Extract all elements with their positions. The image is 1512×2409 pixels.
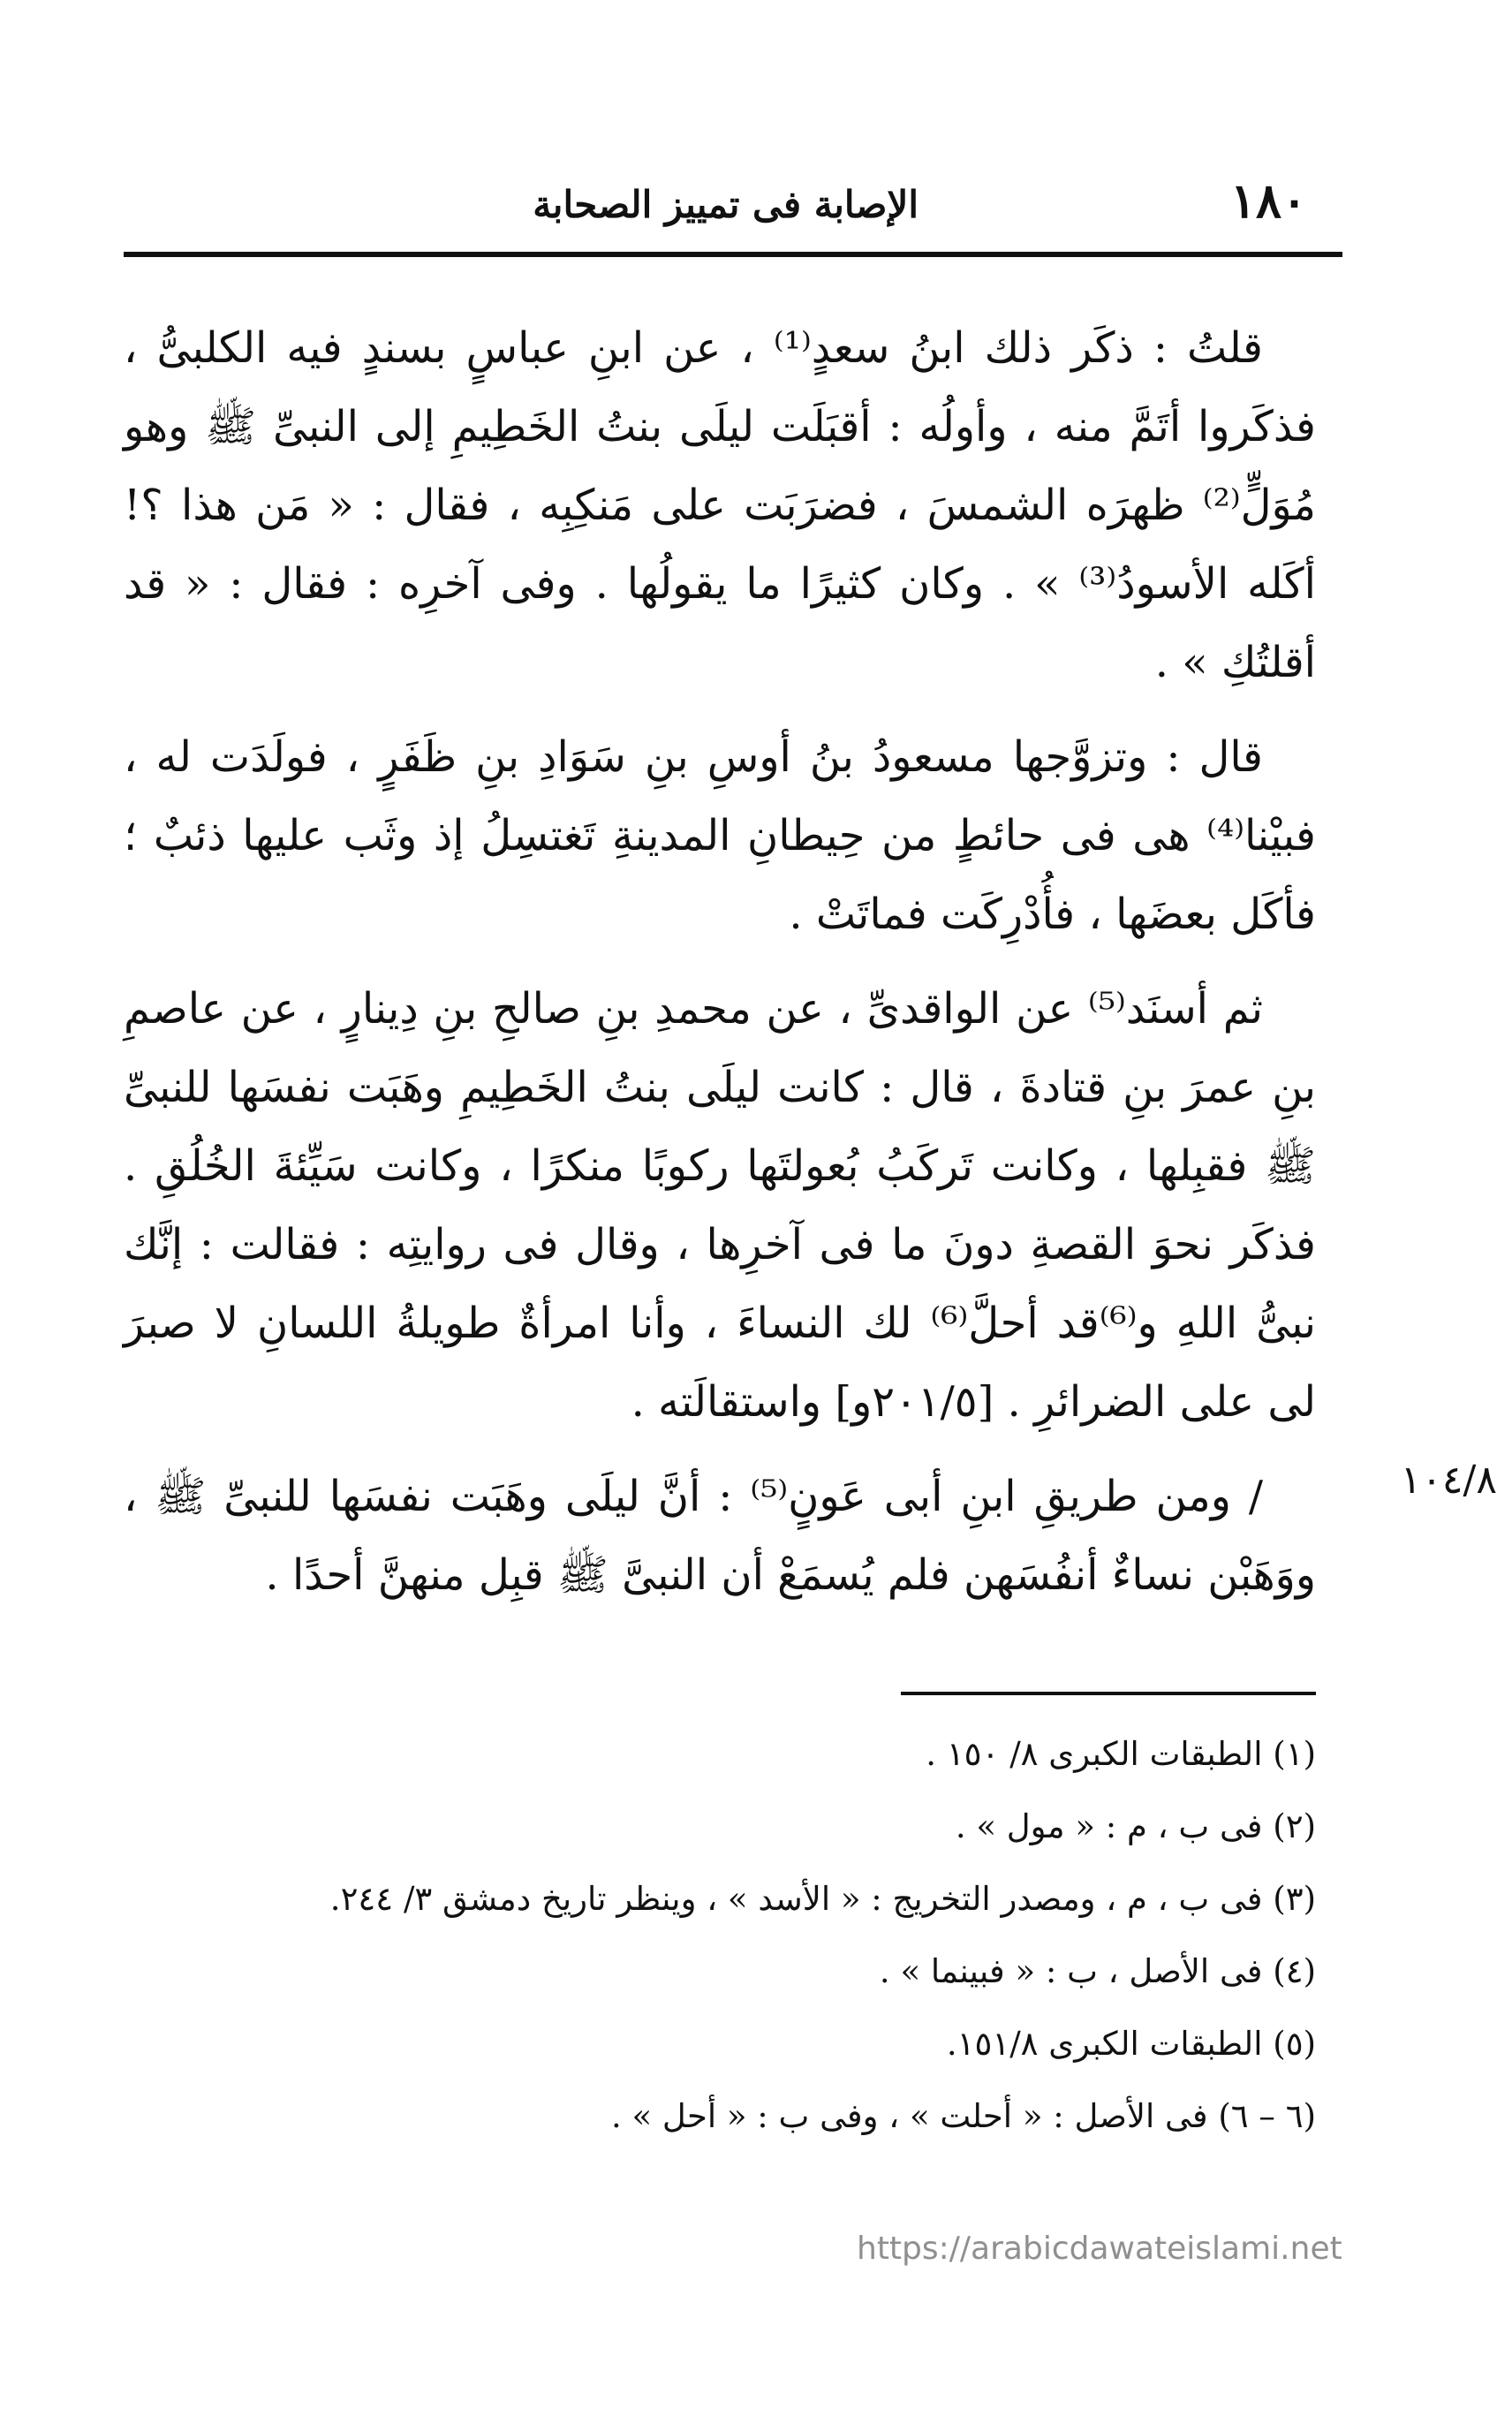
footnote-divider <box>901 1692 1316 1695</box>
paragraph: / ومن طريقِ ابنِ أبى عَونٍ⁽⁵⁾ : أنَّ ليلَى وهَبَت نفسَها للنبىِّ ﷺ ، ووَهَبْن نساءٌ أنفُسَهن فلم يُسمَعْ أن النبىَّ ﷺ قبِل منهنَّ أحدًا . <box>124 1472 1316 1600</box>
footnote: (٤) فى الأصل ، ب : « فبينما » . <box>879 1952 1316 1990</box>
footnote: (٦ – ٦) فى الأصل : « أحلت » ، وفى ب : « أحل » . <box>611 2097 1316 2135</box>
paragraph: ثم أسنَد⁽⁵⁾ عن الواقدىِّ ، عن محمدِ بنِ صالحِ بنِ دِينارٍ ، عن عاصمِ بنِ عمرَ بنِ قتادةَ ، قال : كانت ليلَى بنتُ الخَطِيمِ وهَبَت نفسَها للنبىِّ ﷺ فقبِلها ، وكانت تَركَبُ بُعولتَها ركوبًا منكرًا ، وكانت سَيِّئةَ الخُلُقِ . فذكَر نحوَ القصةِ دونَ ما فى آخرِها ، وقال فى روايتِه : فقالت : إنَّك نبىُّ اللهِ و⁽⁶⁾قد أحلَّ⁽⁶⁾ لك النساءَ ، وأنا امرأةٌ طويلةُ اللسانِ لا صبرَ لى على الضرائرِ . [٢٠١/٥و] واستقالَته . <box>124 984 1316 1427</box>
footnote: (١) الطبقات الكبرى ٨/ ١٥٠ . <box>926 1735 1316 1773</box>
margin-reference: ١٠٤/٨ <box>1400 1458 1497 1503</box>
footnote: (٥) الطبقات الكبرى ١٥١/٨. <box>946 2025 1316 2063</box>
page-header <box>124 172 1342 243</box>
footnotes <box>124 1718 1316 2153</box>
page-number: ١٨٠ <box>1229 172 1307 229</box>
watermark-url: https://arabicdawateislami.net <box>857 2231 1342 2267</box>
header-divider <box>124 252 1342 257</box>
main-text <box>124 309 1316 1631</box>
footnote: (٢) فى ب ، م : « مول » . <box>955 1807 1316 1845</box>
running-title: الإصابة فى تمييز الصحابة <box>533 183 919 226</box>
footnote: (٣) فى ب ، م ، ومصدر التخريج : « الأسد » ، وينظر تاريخ دمشق ٣/ ٢٤٤. <box>329 1880 1316 1918</box>
paragraph: قال : وتزوَّجها مسعودُ بنُ أوسِ بنِ سَوَادِ بنِ ظَفَرٍ ، فولَدَت له ، فبيْنا⁽⁴⁾ هى فى حائطٍ من حِيطانِ المدينةِ تَغتسِلُ إذ وثَب عليها ذئبٌ ؛ فأكَل بعضَها ، فأُدْرِكَت فماتَتْ . <box>124 732 1316 939</box>
paragraph: قلتُ : ذكَر ذلك ابنُ سعدٍ⁽¹⁾ ، عن ابنِ عباسٍ بسندٍ فيه الكلبىُّ ، فذكَروا أتَمَّ منه ، وأولُه : أقبَلَت ليلَى بنتُ الخَطِيمِ إلى النبىِّ ﷺ وهو مُوَلٍّ⁽²⁾ ظهرَه الشمسَ ، فضرَبَت على مَنكِبِه ، فقال : « مَن هذا ؟! أكَله الأسودُ⁽³⁾ » . وكان كثيرًا ما يقولُها . وفى آخرِه : فقال : « قد أقلتُكِ » . <box>124 323 1316 687</box>
